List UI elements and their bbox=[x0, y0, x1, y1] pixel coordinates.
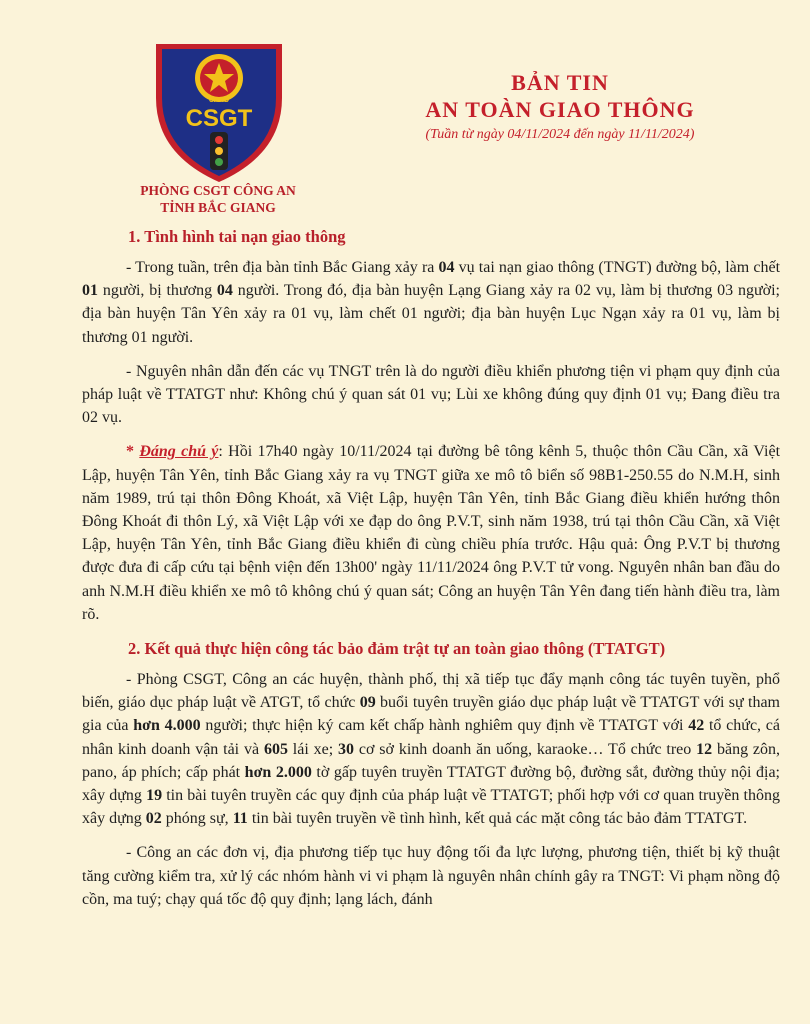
section-2-paragraph-1: - Phòng CSGT, Công an các huyện, thành phố, thị xã tiếp tục đẩy mạnh công tác tuyên tuyền, phổ biến, giáo dục pháp luật về ATGT, tổ chức 09 buổi tuyên truyền giáo dục pháp luật về TTATGT với sự tham gia của hơn 4.000 người; thực hiện ký cam kết chấp hành nghiêm quy định về TTATGT với 42 tổ chức, cá nhân kinh doanh vận tải và 605 lái xe; 30 cơ sở kinh doanh ăn uống, karaoke… Tổ chức treo 12 băng zôn, pano, áp phích; cấp phát hơn 2.000 tờ gấp tuyên truyền TTATGT đường bộ, đường sắt, đường thủy nội địa; xây dựng 19 tin bài tuyên truyền các quy định của pháp luật về TTATGT; phối hợp với cơ quan truyền thông xây dựng 02 phóng sự, 11 tin bài tuyên truyền về tình hình, kết quả các mặt công tác bảo đảm TTATGT. bbox=[82, 671, 781, 828]
notable-label: Đáng chú ý bbox=[139, 443, 219, 461]
bulletin-content bbox=[82, 224, 780, 911]
csgt-shield-logo bbox=[150, 36, 288, 186]
section-1-heading: 1. Tình hình tai nạn giao thông bbox=[128, 227, 346, 246]
section-1-paragraph-1: - Trong tuần, trên địa bàn tỉnh Bắc Giang xảy ra 04 vụ tai nạn giao thông (TNGT) đường bộ, làm chết 01 người, bị thương 04 người. Trong đó, địa bàn huyện Lạng Giang xảy ra 02 vụ, làm bị thương 03 người; địa bàn huyện Tân Yên xảy ra 01 vụ, làm chết 01 người; địa bàn huyện Lục Ngạn xảy ra 01 vụ, làm bị thương 01 người. bbox=[82, 259, 781, 346]
section-2-paragraph-2: - Công an các đơn vị, địa phương tiếp tục huy động tối đa lực lượng, phương tiện, thiết bị kỹ thuật tăng cường kiểm tra, xử lý các nhóm hành vi vi phạm là nguyên nhân chính gây ra TNGT: Vi phạm nồng độ cồn, ma tuý; chạy quá tốc độ quy định; lạng lách, đánh bbox=[82, 844, 780, 908]
title-line-2: AN TOÀN GIAO THÔNG bbox=[425, 97, 695, 122]
section-1-notable-incident: * Đáng chú ý: Hồi 17h40 ngày 10/11/2024 tại đường bê tông kênh 5, thuộc thôn Cầu Cần, xã Việt Lập, huyện Tân Yên, tỉnh Bắc Giang xảy ra vụ TNGT giữa xe mô tô biển số 98B1-250.55 do N.M.H, sinh năm 1989, trú tại thôn Đông Khoát, xã Việt Lập, huyện Tân Yên, tỉnh Bắc Giang điều khiển hướng thôn Đông Khoát đi thôn Lý, xã Việt Lập với xe đạp do ông P.V.T, sinh năm 1938, trú tại thôn Cầu Cần, xã Việt Lập, huyện Tân Yên, tỉnh Bắc Giang điều khiển đi cùng chiều phía trước. Hậu quả: Ông P.V.T bị thương được đưa đi cấp cứu tại bệnh viện đến 13h00' ngày 11/11/2024 ông P.V.T tử vong. Nguyên nhân ban đầu do anh N.M.H điều khiển xe mô tô không chú ý quan sát; Công an huyện Tân Yên đang tiến hành điều tra, làm rõ. bbox=[82, 443, 781, 623]
svg-text:CSGT: CSGT bbox=[185, 105, 253, 132]
bulletin-heading bbox=[380, 70, 740, 146]
svg-text:CAND: CAND bbox=[208, 97, 230, 104]
org-line-2: TỈNH BẮC GIANG bbox=[160, 200, 276, 215]
org-line-1: PHÒNG CSGT CÔNG AN bbox=[140, 183, 296, 198]
section-2-heading: 2. Kết quả thực hiện công tác bảo đảm trật tự an toàn giao thông (TTATGT) bbox=[128, 639, 666, 659]
week-range: (Tuần từ ngày 04/11/2024 đến ngày 11/11/2024) bbox=[425, 127, 695, 142]
section-1-paragraph-2: - Nguyên nhân dẫn đến các vụ TNGT trên là do người điều khiển phương tiện vi phạm quy định của pháp luật về TTATGT như: Không chú ý quan sát 01 vụ; Lùi xe không đúng quy định 01 vụ; Đang điều tra 02 vụ. bbox=[82, 362, 780, 427]
organization-name bbox=[118, 182, 318, 216]
title-line-1: BẢN TIN bbox=[511, 70, 609, 95]
